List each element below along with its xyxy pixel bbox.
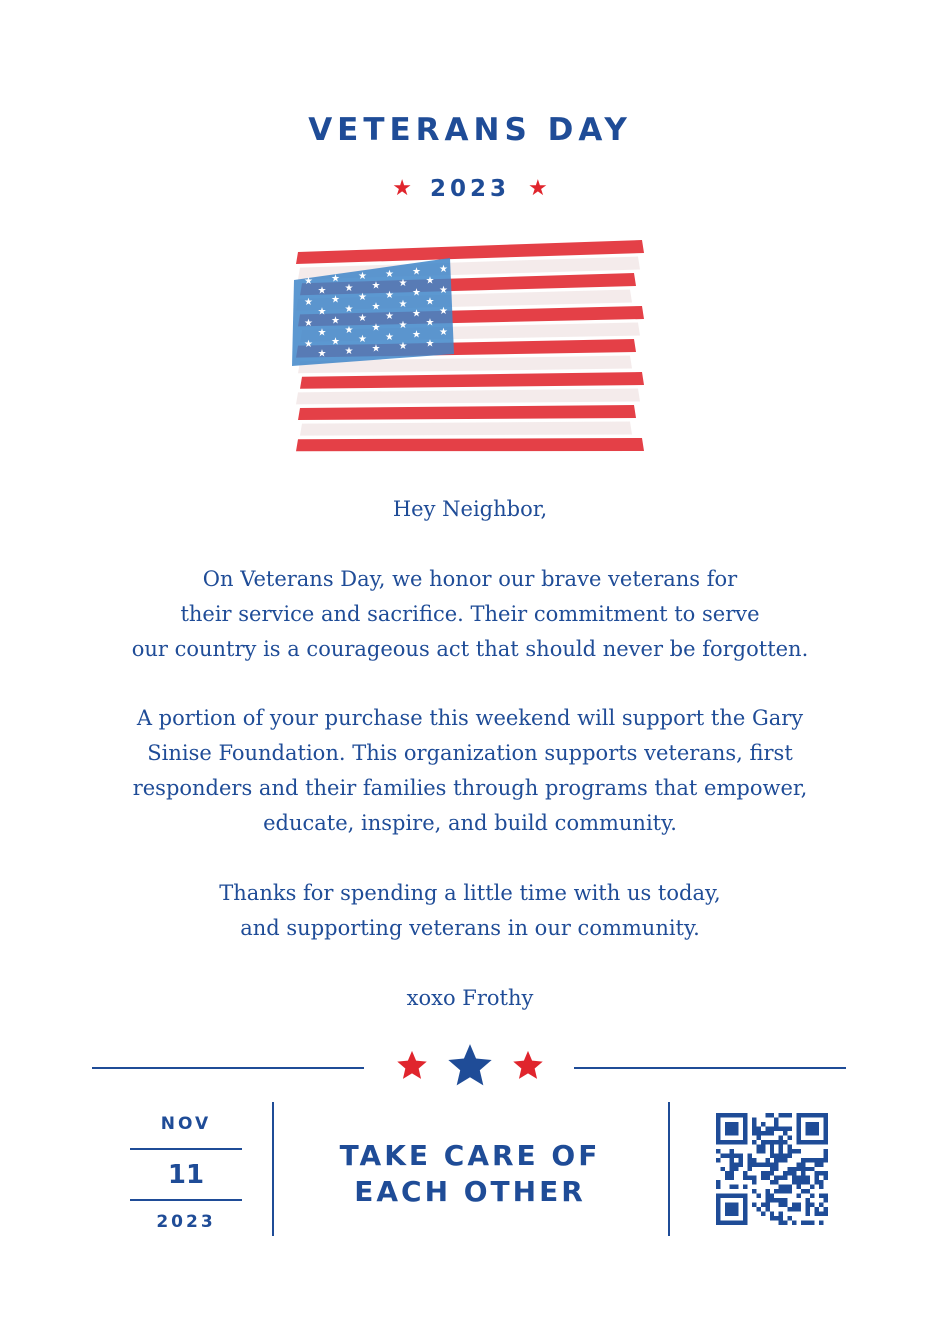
divider-stars [380, 1040, 560, 1090]
flag-star-icon: ★ [425, 296, 435, 308]
flag-star-icon: ★ [385, 268, 394, 280]
flag-star-icon: ★ [425, 275, 435, 287]
flag-star-icon: ★ [439, 285, 448, 296]
flag-star-icon: ★ [398, 278, 408, 290]
qr-code-icon[interactable] [716, 1113, 828, 1225]
greeting: Hey Neighbor, [392, 497, 548, 521]
signoff: xoxo Frothy [406, 986, 534, 1010]
red-star-icon [395, 1048, 429, 1082]
divider-left [92, 1067, 364, 1069]
flag-star-icon: ★ [304, 318, 313, 329]
flag-red-stripe [298, 405, 636, 420]
tagline-line-2: EACH OTHER [354, 1175, 586, 1208]
flag-star-icon: ★ [371, 280, 381, 292]
american-flag-icon [280, 236, 660, 468]
flag-star-icon: ★ [439, 264, 448, 275]
flag-star-icon: ★ [358, 271, 367, 283]
flag-star-icon: ★ [358, 292, 367, 304]
paragraph-2: A portion of your purchase this weekend will support the Gary Sinise Foundation. This organization supports veterans, first responders and their families through programs that empower, educate, inspire, and build community. [132, 706, 808, 835]
flag-red-stripe [296, 438, 644, 451]
flag-star-icon: ★ [385, 331, 394, 343]
paragraph-3: Thanks for spending a little time with us today, and supporting veterans in our community. [219, 881, 721, 940]
flag-star-icon: ★ [358, 334, 367, 346]
flag-star-icon: ★ [344, 303, 354, 315]
paragraph-1: On Veterans Day, we honor our brave veterans for their service and sacrifice. Their commitment to serve our country is a courageous act that should never be forgotten. [131, 567, 809, 661]
flag-red-stripe [300, 372, 644, 389]
flag-star-icon: ★ [398, 341, 408, 353]
red-star-icon: ★ [528, 176, 548, 201]
flag-star-icon: ★ [398, 320, 408, 332]
year-row [0, 176, 940, 202]
footer-divider-right [668, 1102, 670, 1236]
flag-star-icon: ★ [304, 297, 313, 308]
flag-star-icon: ★ [425, 338, 435, 350]
flag-star-icon: ★ [385, 310, 394, 322]
flag-white-stripe [296, 389, 640, 405]
flag-star-icon: ★ [317, 327, 327, 339]
flag-star-icon: ★ [358, 313, 367, 325]
flag-star-icon: ★ [412, 329, 421, 341]
flag-star-icon: ★ [425, 317, 435, 329]
flag-star-icon: ★ [317, 306, 327, 318]
tagline-line-1: TAKE CARE OF [339, 1139, 601, 1172]
flag-star-icon: ★ [304, 339, 313, 350]
date-divider-bottom [130, 1199, 242, 1201]
flag-star-icon: ★ [344, 324, 354, 336]
footer-divider-left [272, 1102, 274, 1236]
flag-star-icon: ★ [412, 266, 421, 278]
flag-star-icon: ★ [317, 285, 327, 297]
flag-star-icon: ★ [344, 282, 354, 294]
page-title: VETERANS DAY [308, 112, 632, 148]
flag-star-icon: ★ [344, 345, 354, 357]
flag-star-icon: ★ [439, 306, 448, 317]
flag-star-icon: ★ [371, 301, 381, 313]
date-year: 2023 [156, 1212, 216, 1232]
flag-star-icon: ★ [317, 348, 327, 360]
date-month: NOV [160, 1114, 212, 1134]
flag-star-icon: ★ [331, 336, 340, 348]
date-day: 11 [167, 1160, 205, 1190]
flag-star-icon: ★ [371, 322, 381, 334]
red-star-icon: ★ [392, 176, 412, 201]
date-divider-top [130, 1148, 242, 1150]
red-star-icon [511, 1048, 545, 1082]
flag-star-icon: ★ [412, 308, 421, 320]
flag-star-icon: ★ [331, 294, 340, 306]
flag-white-stripe [300, 422, 632, 436]
flag-star-icon: ★ [331, 315, 340, 327]
flag-star-icon: ★ [331, 273, 340, 285]
flag-star-icon: ★ [385, 289, 394, 301]
tagline [290, 1138, 650, 1210]
header-year: 2023 [429, 176, 510, 202]
flag-star-icon: ★ [439, 327, 448, 338]
divider-right [574, 1067, 846, 1069]
blue-star-icon [445, 1040, 495, 1090]
flag-star-icon: ★ [304, 276, 313, 287]
flag-star-icon: ★ [412, 287, 421, 299]
flag-star-icon: ★ [398, 299, 408, 311]
flag-star-icon: ★ [371, 343, 381, 355]
